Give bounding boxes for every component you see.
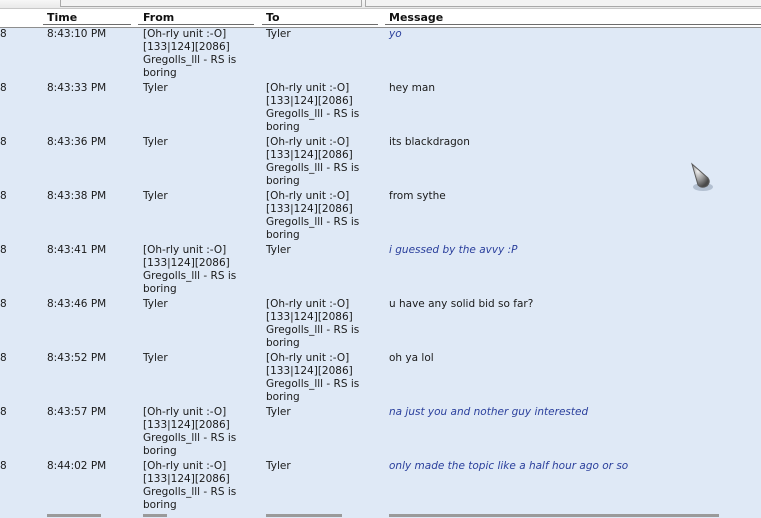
row-index: 8 xyxy=(0,298,7,310)
row-from-line: Tyler xyxy=(143,136,168,148)
row-to-line: [133|124][2086] xyxy=(266,311,353,323)
row-message: oh ya lol xyxy=(389,352,434,364)
row-to-line: [Oh-rly unit :-O] xyxy=(266,190,350,202)
row-from-line: [133|124][2086] xyxy=(143,257,230,269)
message-row[interactable] xyxy=(0,28,761,82)
row-to-line: boring xyxy=(266,175,300,187)
row-to-line: Gregolls_lll - RS is xyxy=(266,108,360,120)
row-to xyxy=(266,190,384,242)
mouse-cursor-icon xyxy=(686,160,716,194)
row-index: 8 xyxy=(0,190,7,202)
message-row[interactable] xyxy=(0,82,761,136)
row-index: 8 xyxy=(0,136,7,148)
row-from-line: Gregolls_lll - RS is xyxy=(143,432,237,444)
header-time-divider xyxy=(43,24,131,25)
row-time: 8:44:02 PM xyxy=(47,460,107,472)
row-from-line: Tyler xyxy=(143,82,168,94)
row-time: 8:43:52 PM xyxy=(47,352,107,364)
row-from xyxy=(143,136,261,149)
message-row[interactable] xyxy=(0,352,761,406)
row-to-line: [Oh-rly unit :-O] xyxy=(266,298,350,310)
row-to-line: boring xyxy=(266,337,300,349)
row-from-line: Gregolls_lll - RS is xyxy=(143,486,237,498)
row-to xyxy=(266,244,384,257)
header-to[interactable]: To xyxy=(266,11,280,24)
row-message: hey man xyxy=(389,82,435,94)
row-from xyxy=(143,352,261,365)
row-to-line: Gregolls_lll - RS is xyxy=(266,216,360,228)
top-tab-strip xyxy=(0,0,761,9)
row-to-line: [133|124][2086] xyxy=(266,149,353,161)
row-from xyxy=(143,298,261,311)
row-to-line: boring xyxy=(266,229,300,241)
row-time: 8:43:38 PM xyxy=(47,190,107,202)
row-from xyxy=(143,190,261,203)
row-from-line: [Oh-rly unit :-O] xyxy=(143,406,227,418)
row-message: only made the topic like a half hour ago or so xyxy=(389,460,629,472)
row-message: from sythe xyxy=(389,190,446,202)
row-to xyxy=(266,460,384,473)
row-message: i guessed by the avvy :P xyxy=(389,244,518,256)
header-message-divider xyxy=(385,24,761,25)
row-from xyxy=(143,28,261,80)
row-to-line: [Oh-rly unit :-O] xyxy=(266,136,350,148)
row-index: 8 xyxy=(0,460,7,472)
row-index: 8 xyxy=(0,82,7,94)
row-from-line: Gregolls_lll - RS is xyxy=(143,270,237,282)
message-row[interactable] xyxy=(0,244,761,298)
row-to-line: boring xyxy=(266,391,300,403)
row-to-line: Tyler xyxy=(266,244,291,256)
row-from-line: [Oh-rly unit :-O] xyxy=(143,460,227,472)
row-time: 8:43:33 PM xyxy=(47,82,107,94)
row-from-line: boring xyxy=(143,283,177,295)
row-index: 8 xyxy=(0,28,7,40)
message-row[interactable] xyxy=(0,136,761,190)
row-from-line: Gregolls_lll - RS is xyxy=(143,54,237,66)
header-message[interactable]: Message xyxy=(389,11,444,24)
row-from-line: Tyler xyxy=(143,190,168,202)
row-to-line: Gregolls_lll - RS is xyxy=(266,324,360,336)
message-row[interactable] xyxy=(0,406,761,460)
row-from xyxy=(143,460,261,512)
row-to-line: Tyler xyxy=(266,28,291,40)
row-to xyxy=(266,136,384,188)
row-from-line: boring xyxy=(143,445,177,457)
row-to-line: boring xyxy=(266,121,300,133)
column-header-row xyxy=(0,9,761,28)
row-time: 8:43:46 PM xyxy=(47,298,107,310)
row-from xyxy=(143,82,261,95)
row-to-line: Gregolls_lll - RS is xyxy=(266,162,360,174)
message-row[interactable] xyxy=(0,190,761,244)
header-from[interactable]: From xyxy=(143,11,175,24)
row-from-line: [133|124][2086] xyxy=(143,41,230,53)
row-from-line: [Oh-rly unit :-O] xyxy=(143,28,227,40)
row-to-line: Gregolls_lll - RS is xyxy=(266,378,360,390)
row-message: yo xyxy=(389,28,402,40)
tab-edge-right[interactable] xyxy=(365,0,761,7)
row-time: 8:43:36 PM xyxy=(47,136,107,148)
row-to xyxy=(266,406,384,419)
row-to xyxy=(266,298,384,350)
row-to xyxy=(266,352,384,404)
row-to-line: Tyler xyxy=(266,406,291,418)
row-to-line: [133|124][2086] xyxy=(266,95,353,107)
row-from-line: [133|124][2086] xyxy=(143,473,230,485)
row-message: u have any solid bid so far? xyxy=(389,298,534,310)
header-from-divider xyxy=(138,24,254,25)
row-time: 8:43:57 PM xyxy=(47,406,107,418)
message-row[interactable] xyxy=(0,460,761,514)
row-to-line: [Oh-rly unit :-O] xyxy=(266,352,350,364)
message-list xyxy=(0,28,761,514)
header-to-divider xyxy=(262,24,378,25)
tab-edge-left[interactable] xyxy=(60,0,362,7)
row-to xyxy=(266,82,384,134)
row-time: 8:43:10 PM xyxy=(47,28,107,40)
row-from-line: boring xyxy=(143,499,177,511)
row-to-line: Tyler xyxy=(266,460,291,472)
row-from xyxy=(143,406,261,458)
partial-next-row xyxy=(0,512,761,518)
row-from-line: boring xyxy=(143,67,177,79)
row-from-line: [133|124][2086] xyxy=(143,419,230,431)
row-to xyxy=(266,28,384,41)
row-message: its blackdragon xyxy=(389,136,470,148)
row-from-line: [Oh-rly unit :-O] xyxy=(143,244,227,256)
row-to-line: [133|124][2086] xyxy=(266,365,353,377)
row-time: 8:43:41 PM xyxy=(47,244,107,256)
header-time[interactable]: Time xyxy=(47,11,78,24)
row-message: na just you and nother guy interested xyxy=(389,406,589,418)
row-from xyxy=(143,244,261,296)
row-from-line: Tyler xyxy=(143,352,168,364)
row-index: 8 xyxy=(0,244,7,256)
message-row[interactable] xyxy=(0,298,761,352)
row-index: 8 xyxy=(0,352,7,364)
row-from-line: Tyler xyxy=(143,298,168,310)
row-index: 8 xyxy=(0,406,7,418)
row-to-line: [Oh-rly unit :-O] xyxy=(266,82,350,94)
row-to-line: [133|124][2086] xyxy=(266,203,353,215)
